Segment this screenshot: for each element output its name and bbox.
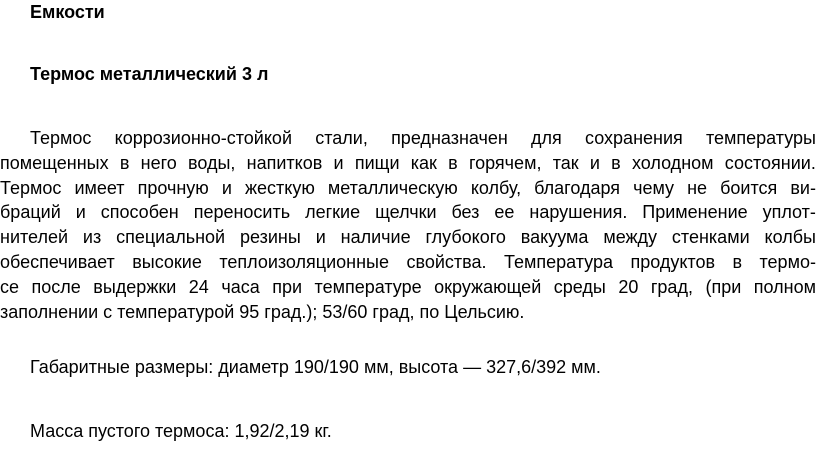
word: в <box>119 152 130 173</box>
word: щелчки <box>375 202 437 223</box>
word: глубокого <box>425 227 506 248</box>
product-title: Термос металлический 3 л <box>30 64 269 84</box>
description-line <box>0 151 816 176</box>
word: стенками <box>671 227 750 248</box>
word: обеспечивает <box>0 251 115 272</box>
word: 20 <box>618 276 639 297</box>
word: благодаря <box>534 177 621 198</box>
word: специальной <box>116 227 226 248</box>
section-title: Емкости <box>30 2 105 22</box>
word: температуры <box>705 128 816 148</box>
word: стали, <box>315 128 368 148</box>
word: чему <box>633 177 675 198</box>
word: среды <box>553 276 606 297</box>
word: град, <box>650 276 693 297</box>
word: наличие <box>340 227 411 248</box>
word: горячем, <box>468 152 542 173</box>
word: в <box>448 152 458 173</box>
word: в <box>732 251 743 272</box>
word: без <box>451 202 480 223</box>
word: легкие <box>305 202 361 223</box>
word: высокие <box>132 251 202 272</box>
word: полном <box>753 276 816 297</box>
dimensions-text: Габаритные размеры: диаметр 190/190 мм, высота — 327,6/392 мм. <box>30 357 601 377</box>
word: и <box>315 227 326 248</box>
word: Термос <box>0 177 62 198</box>
word: как <box>410 152 437 173</box>
word: предназначен <box>391 128 508 148</box>
description-line <box>0 176 816 201</box>
word: металлическую <box>327 177 458 198</box>
word: (при <box>705 276 742 297</box>
product-description <box>0 126 816 324</box>
word: колбы <box>764 227 816 248</box>
word: нарушения. <box>529 202 628 223</box>
word: термо- <box>759 251 816 272</box>
word: боится <box>720 177 778 198</box>
word: окружающей <box>434 276 542 297</box>
word: состоянии. <box>724 152 816 173</box>
word: и <box>589 152 600 173</box>
word: него <box>140 152 177 173</box>
word: браций <box>0 202 61 223</box>
word: и <box>221 177 232 198</box>
word: ви- <box>790 177 816 198</box>
word: Применение <box>642 202 748 223</box>
word: после <box>31 276 81 297</box>
word: и <box>75 202 86 223</box>
word: Термос <box>30 128 92 148</box>
word: се <box>0 276 20 297</box>
word: помещенных <box>0 152 109 173</box>
word: холодном <box>631 152 714 173</box>
description-line <box>0 250 816 275</box>
word: жесткую <box>244 177 315 198</box>
word: продуктов <box>630 251 716 272</box>
word: прочную <box>137 177 209 198</box>
word: часа <box>221 276 260 297</box>
word: колбу, <box>470 177 522 198</box>
word: для <box>531 128 562 148</box>
word: напитков <box>246 152 323 173</box>
word: имеет <box>74 177 125 198</box>
description-line <box>0 126 816 151</box>
word: не <box>687 177 708 198</box>
word: и <box>333 152 344 173</box>
word: из <box>82 227 102 248</box>
word: между <box>603 227 658 248</box>
word: нителей <box>0 227 69 248</box>
word: сохранения <box>585 128 683 148</box>
word: при <box>272 276 303 297</box>
word: коррозионно-стойкой <box>114 128 292 148</box>
word: температуре <box>314 276 422 297</box>
description-line: заполнении с температурой 95 град.); 53/60 град, по Цельсию. <box>0 301 525 322</box>
word: Температура <box>503 251 613 272</box>
word: переносить <box>193 202 291 223</box>
description-line <box>0 200 816 225</box>
description-line <box>0 275 816 300</box>
word: резины <box>240 227 301 248</box>
word: так <box>552 152 579 173</box>
word: воды, <box>188 152 236 173</box>
word: в <box>611 152 621 173</box>
word: ее <box>494 202 515 223</box>
word: пищи <box>354 152 400 173</box>
word: свойства. <box>406 251 487 272</box>
word: теплоизоляционные <box>219 251 390 272</box>
word: 24 <box>188 276 209 297</box>
word: способен <box>100 202 179 223</box>
word: уплот- <box>762 202 816 223</box>
mass-text: Масса пустого термоса: 1,92/2,19 кг. <box>30 421 332 441</box>
word: выдержки <box>93 276 177 297</box>
description-line <box>0 225 816 250</box>
word: вакуума <box>520 227 589 248</box>
